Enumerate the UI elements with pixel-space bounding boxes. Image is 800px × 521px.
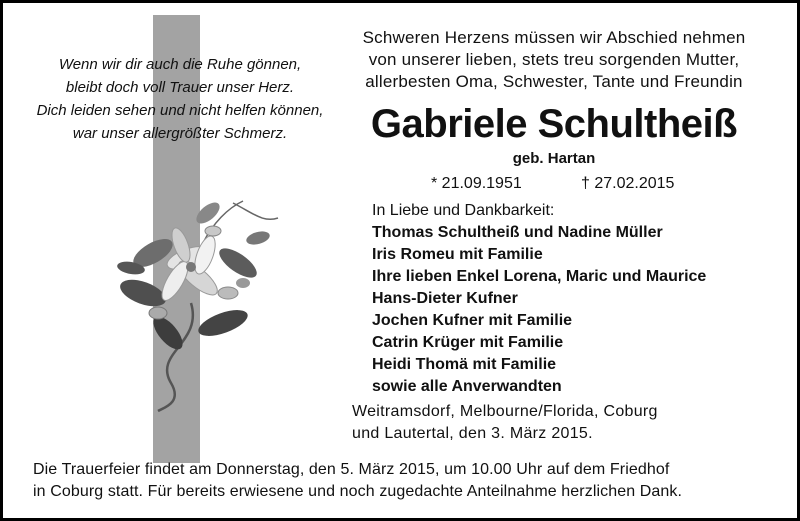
mourner-item: sowie alle Anverwandten	[372, 378, 562, 395]
place-line: Weitramsdorf, Melbourne/Florida, Coburg	[352, 403, 658, 420]
poem-line: war unser allergrößter Schmerz.	[72, 125, 288, 142]
funeral-service-info	[33, 459, 778, 503]
mourner-item: Ihre lieben Enkel Lorena, Maric und Maurice	[372, 268, 707, 285]
intro-line: allerbesten Oma, Schwester, Tante und Freundin	[365, 72, 743, 91]
birth-date: * 21.09.1951	[431, 175, 522, 192]
place-and-date	[352, 401, 782, 445]
memorial-poem	[31, 53, 329, 145]
mourner-item: Iris Romeu mit Familie	[372, 246, 543, 263]
mourners-list	[372, 222, 706, 398]
place-line: und Lautertal, den 3. März 2015.	[352, 425, 593, 442]
mourner-item: Jochen Kufner mit Familie	[372, 312, 573, 329]
poem-line: Dich leiden sehen und nicht helfen können,	[36, 102, 324, 119]
mourner-item: Heidi Thomä mit Familie	[372, 356, 557, 373]
deceased-name: Gabriele Schultheiß	[370, 102, 738, 146]
lily-bouquet-icon	[113, 183, 283, 413]
mourner-item: Hans-Dieter Kufner	[372, 290, 518, 307]
thanks-line: In Liebe und Dankbarkeit:	[372, 202, 555, 219]
poem-line: Wenn wir dir auch die Ruhe gönnen,	[58, 56, 302, 73]
farewell-intro	[339, 27, 769, 93]
service-line: Die Trauerfeier findet am Donnerstag, den 5. März 2015, um 10.00 Uhr auf dem Friedhof	[33, 461, 670, 478]
intro-line: von unserer lieben, stets treu sorgenden Mutter,	[368, 50, 740, 69]
service-line: in Coburg statt. Für bereits erwiesene und noch zugedachte Anteilnahme herzlichen Dank.	[33, 483, 683, 500]
mourner-item: Thomas Schultheiß und Nadine Müller	[372, 224, 663, 241]
intro-line: Schweren Herzens müssen wir Abschied nehmen	[362, 28, 746, 47]
poem-line: bleibt doch voll Trauer unser Herz.	[65, 79, 295, 96]
mourner-item: Catrin Krüger mit Familie	[372, 334, 564, 351]
maiden-name: geb. Hartan	[512, 150, 596, 167]
death-date: † 27.02.2015	[581, 175, 675, 192]
